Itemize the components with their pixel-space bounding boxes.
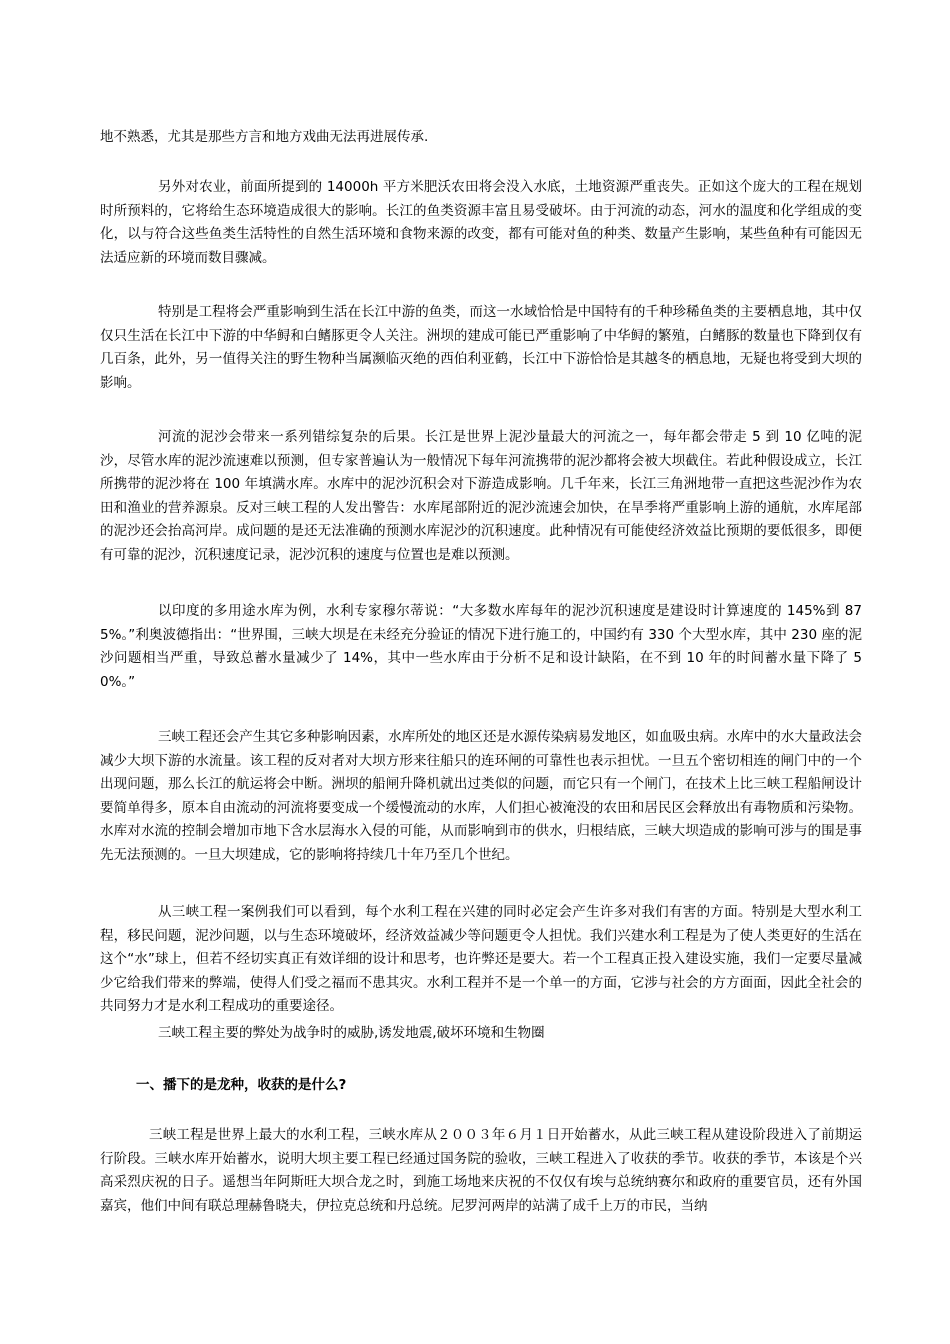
paragraph-final: 三峡工程是世界上最大的水利工程，三峡水库从２００３年６月１日开始蓄水，从此三峡工程从建设阶段进入了前期运行阶段。三峡水库开始蓄水，说明大坝主要工程已经通过国务院的验收，三峡工程进入了收获的季节。收获的季节，本该是个兴高采烈庆祝的日子。遥想当年阿斯旺大坝合龙之时，到施工场地来庆祝的不仅仅有埃与总统纳赛尔和政府的重要官员，还有外国嘉宾，他们中间有联总理赫鲁晓夫，伊拉克总统和丹总统。尼罗河两岸的站满了成千上万的市民，当纳 xyxy=(100,1127,862,1214)
section-heading: 一、播下的是龙种，收获的是什么? xyxy=(136,1077,347,1093)
paragraph-summary: 三峡工程主要的弊处为战争时的威胁,诱发地震,破坏环境和生物圈 xyxy=(158,1025,545,1041)
paragraph-conclusion: 从三峡工程一案例我们可以看到，每个水利工程在兴建的同时必定会产生许多对我们有害的方面。特别是大型水利工程，移民问题，泥沙问题，以与生态环境破坏，经济效益减少等问题更令人担忧。我们兴建水利工程是为了使人类更好的生活在这个“水”球上，但若不经切实真正有效详细的设计和思考，也许弊还是要大。若一个工程真正投入建设实施，我们一定要尽量减少它给我们带来的弊端，使得人们受之福而不患其灾。水利工程并不是一个单一的方面，它涉与社会的方方面面，因此全社会的共同努力才是水利工程成功的重要途径。 xyxy=(100,904,862,1014)
paragraph-continuation: 地不熟悉，尤其是那些方言和地方戏曲无法再进展传承. xyxy=(100,129,429,145)
paragraph-agriculture: 另外对农业，前面所提到的 14000h 平方米肥沃农田将会没入水底，土地资源严重丧失。正如这个庞大的工程在规划时所预料的，它将给生态环境造成很大的影响。长江的鱼类资源丰富且易受破坏。由于河流的动态，河水的温度和化学组成的变化，以与符合这些鱼类生活特性的自然生活环境和食物来源的改变，都有可能对鱼的种类、数量产生影响，某些鱼种有可能因无法适应新的环境而数目骤减。 xyxy=(100,179,862,266)
paragraph-india-example: 以印度的多用途水库为例，水利专家穆尔蒂说：“大多数水库每年的泥沙沉积速度是建设时计算速度的 145%到 875%。”利奥波德指出：“世界围，三峡大坝是在未经充分验证的情况下进行施工的，中国约有 330 个大型水库，其中 230 座的泥沙问题相当严重，导致总蓄水量减少了 14%，其中一些水库由于分析不足和设计缺陷，在不到 10 年的时间蓄水量下降了 50%。” xyxy=(100,603,862,690)
paragraph-sediment: 河流的泥沙会带来一系列错综复杂的后果。长江是世界上泥沙量最大的河流之一，每年都会带走 5 到 10 亿吨的泥沙，尽管水库的泥沙流速难以预测，但专家普遍认为一般情况下每年河流携带的泥沙都将会被大坝截住。若此种假设成立，长江所携带的泥沙将在 100 年填满水库。水库中的泥沙沉积会对下游造成影响。几千年来，长江三角洲地带一直把这些泥沙作为农田和渔业的营养源泉。反对三峡工程的人发出警告：水库尾部附近的泥沙流速会加快，在旱季将严重影响上游的通航，水库尾部的泥沙还会抬高河岸。成问题的是还无法准确的预测水库泥沙的沉积速度。此种情况有可能使经济效益比预期的要低很多，即便有可靠的泥沙，沉积速度记录，泥沙沉积的速度与位置也是难以预测。 xyxy=(100,429,862,563)
paragraph-other-impacts: 三峡工程还会产生其它多种影响因素，水库所处的地区还是水源传染病易发地区，如血吸虫病。水库中的水大量政法会减少大坝下游的水流量。该工程的反对者对大坝方形来往船只的连环闸的可靠性也表示担忧。一旦五个密切相连的闸门中的一个出现问题，那么长江的航运将会中断。洲坝的船闸升降机就出过类似的问题，而它只有一个闸门，在技术上比三峡工程船闸设计要简单得多，原本自由流动的河流将要变成一个缓慢流动的水库，人们担心被淹没的农田和居民区会释放出有毒物质和污染物。水库对水流的控制会增加市地下含水层海水入侵的可能，从而影响到市的供水，归根结底，三峡大坝造成的影响可涉与的围是事先无法预测的。一旦大坝建成，它的影响将持续几十年乃至几个世纪。 xyxy=(100,729,862,863)
paragraph-fish: 特别是工程将会严重影响到生活在长江中游的鱼类，而这一水域恰恰是中国特有的千种珍稀鱼类的主要栖息地，其中仅仅只生活在长江中下游的中华鲟和白鳍豚更令人关注。洲坝的建成可能已严重影响了中华鲟的繁殖，白鳍豚的数量也下降到仅有几百条，此外，另一值得关注的野生物种当属濒临灭绝的西伯利亚鹤，长江中下游恰恰是其越冬的栖息地，无疑也将受到大坝的影响。 xyxy=(100,304,862,391)
